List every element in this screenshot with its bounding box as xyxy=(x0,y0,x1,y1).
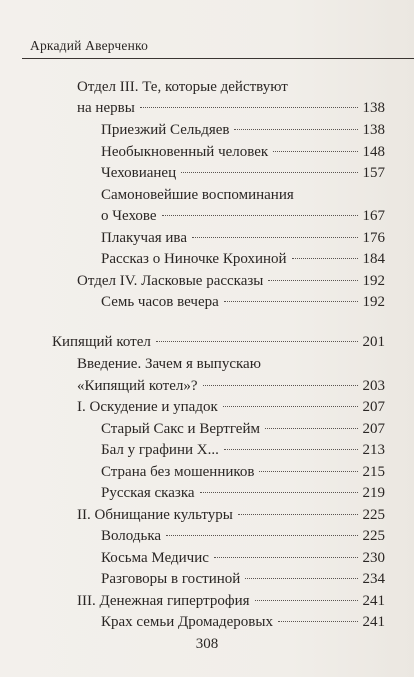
toc-entry xyxy=(77,377,385,396)
dot-leader xyxy=(234,129,357,130)
toc-entry xyxy=(77,78,288,97)
toc-entry xyxy=(101,463,385,482)
toc-entry-page: 215 xyxy=(362,464,385,480)
toc-entry-title: на нервы xyxy=(77,100,135,116)
toc-entry xyxy=(101,527,385,546)
toc-entry xyxy=(101,164,385,183)
toc-entry-page: 167 xyxy=(362,208,385,224)
toc-entry-page: 192 xyxy=(362,294,385,310)
toc-entry-title: Рассказ о Ниночке Крохиной xyxy=(101,251,287,267)
toc-entry-title: Кипящий котел xyxy=(52,334,151,350)
dot-leader xyxy=(259,471,357,472)
dot-leader xyxy=(181,172,357,173)
toc-entry xyxy=(101,293,385,312)
toc-entry-page: 203 xyxy=(362,378,385,394)
toc-entry xyxy=(101,549,385,568)
toc-entry xyxy=(101,420,385,439)
toc-entry-page: 219 xyxy=(362,485,385,501)
dot-leader xyxy=(273,151,357,152)
dot-leader xyxy=(166,535,357,536)
toc-entry xyxy=(101,441,385,460)
toc-entry-page: 157 xyxy=(362,165,385,181)
toc-entry-page: 241 xyxy=(362,614,385,630)
toc-entry xyxy=(77,99,385,118)
toc-entry-title: Семь часов вечера xyxy=(101,294,219,310)
header-rule xyxy=(22,58,414,59)
toc-entry-title: Русская сказка xyxy=(101,485,195,501)
toc-entry-title: Бал у графини Х... xyxy=(101,442,219,458)
dot-leader xyxy=(292,258,358,259)
toc-entry-title: II. Обнищание культуры xyxy=(77,507,233,523)
toc-entry xyxy=(101,613,385,632)
toc-entry-title: III. Денежная гипертрофия xyxy=(77,593,250,609)
dot-leader xyxy=(265,428,358,429)
toc-entry xyxy=(101,186,294,205)
toc-entry-title: Необыкновенный человек xyxy=(101,144,269,160)
toc-entry xyxy=(77,398,385,417)
dot-leader xyxy=(223,406,358,407)
toc-entry-page: 234 xyxy=(362,571,385,587)
dot-leader xyxy=(192,237,358,238)
toc-entry-title: Страна без мошенников xyxy=(101,464,255,480)
toc-entry-title: Приезжий Сельдяев xyxy=(101,122,230,138)
dot-leader xyxy=(156,341,358,342)
dot-leader xyxy=(140,107,358,108)
toc-entry xyxy=(101,484,385,503)
toc-entry-title: I. Оскудение и упадок xyxy=(77,399,218,415)
dot-leader xyxy=(268,280,357,281)
toc-entry xyxy=(52,333,385,352)
toc-entry-page: 138 xyxy=(362,100,385,116)
toc-entry-page: 225 xyxy=(362,528,385,544)
toc-entry xyxy=(77,506,385,525)
toc-entry-page: 207 xyxy=(362,399,385,415)
page-number: 308 xyxy=(195,636,219,652)
toc-entry-title: Самоновейшие воспоминания xyxy=(101,187,294,203)
toc-entry xyxy=(101,143,385,162)
dot-leader xyxy=(200,492,358,493)
toc-entry xyxy=(101,229,385,248)
toc-entry-title: Крах семьи Дромадеровых xyxy=(101,614,273,630)
toc-entry xyxy=(101,121,385,140)
dot-leader xyxy=(203,385,358,386)
toc-entry-page: 207 xyxy=(362,421,385,437)
toc-entry-page: 201 xyxy=(362,334,385,350)
toc-entry-title: Разговоры в гостиной xyxy=(101,571,241,587)
toc-entry-page: 225 xyxy=(362,507,385,523)
dot-leader xyxy=(162,215,358,216)
toc-entry-title: Старый Сакс и Вертгейм xyxy=(101,421,260,437)
toc-entry-title: Отдел III. Те, которые действуют xyxy=(77,79,288,95)
toc-entry xyxy=(77,592,385,611)
toc-entry-page: 241 xyxy=(362,593,385,609)
toc-entry-page: 213 xyxy=(362,442,385,458)
dot-leader xyxy=(245,578,357,579)
toc-entry-title: Володька xyxy=(101,528,162,544)
dot-leader xyxy=(255,600,358,601)
dot-leader xyxy=(238,514,358,515)
toc-entry-page: 148 xyxy=(362,144,385,160)
dot-leader xyxy=(224,449,358,450)
toc-entry-page: 176 xyxy=(362,230,385,246)
toc-entry xyxy=(101,250,385,269)
toc-entry-page: 138 xyxy=(362,122,385,138)
toc-entry xyxy=(77,272,385,291)
toc-entry-title: Косьма Медичис xyxy=(101,550,209,566)
toc-entry-title: «Кипящий котел»? xyxy=(77,378,198,394)
dot-leader xyxy=(278,621,358,622)
toc-entry-page: 230 xyxy=(362,550,385,566)
toc-entry-title: Плакучая ива xyxy=(101,230,187,246)
toc-entry-page: 184 xyxy=(362,251,385,267)
toc-entry-title: Чеховианец xyxy=(101,165,177,181)
dot-leader xyxy=(224,301,358,302)
toc-entry xyxy=(77,355,261,374)
toc-entry-page: 192 xyxy=(362,273,385,289)
dot-leader xyxy=(214,557,358,558)
toc-entry-title: Отдел IV. Ласковые рассказы xyxy=(77,273,264,289)
toc-entry-title: о Чехове xyxy=(101,208,157,224)
toc-entry-title: Введение. Зачем я выпускаю xyxy=(77,356,261,372)
running-header: Аркадий Аверченко xyxy=(30,38,149,53)
toc-entry xyxy=(101,207,385,226)
toc-entry xyxy=(101,570,385,589)
